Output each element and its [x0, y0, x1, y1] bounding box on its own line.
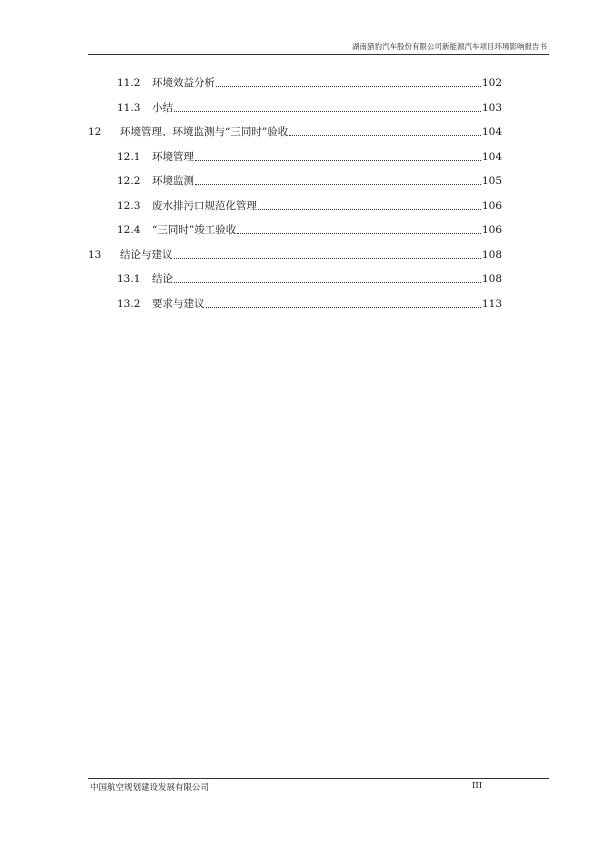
toc-number: 12.1 [117, 151, 141, 163]
toc-number: 13 [88, 249, 102, 261]
toc-entry[interactable] [117, 99, 502, 115]
toc-title: 环境监测 [152, 175, 194, 187]
header-title: 湖南猎豹汽车股份有限公司新能源汽车项目环境影响报告书 [352, 42, 547, 51]
toc-page: 104 [481, 126, 502, 138]
toc-title: 结论 [152, 273, 173, 285]
toc-number: 12.3 [117, 200, 141, 212]
toc-entry[interactable] [117, 172, 502, 188]
toc-leader [195, 180, 481, 185]
toc-page: 108 [481, 249, 502, 261]
toc-number: 12 [88, 126, 102, 138]
toc-leader [216, 82, 481, 87]
toc-leader [195, 156, 481, 161]
toc-page: 105 [481, 175, 502, 187]
toc-page: 102 [481, 77, 502, 89]
toc-entry[interactable] [117, 148, 502, 164]
toc-title: 环境管理 [152, 151, 194, 163]
toc-number: 13.1 [117, 273, 141, 285]
toc-entry[interactable] [117, 221, 502, 237]
toc-entry[interactable] [117, 197, 502, 213]
footer-company: 中国航空规划建设发展有限公司 [90, 783, 210, 793]
toc-title: 废水排污口规范化管理 [152, 200, 257, 212]
toc-title: 环境效益分析 [152, 77, 215, 89]
toc-number: 12.2 [117, 175, 141, 187]
toc-title: 环境管理、环境监测与“三同时”验收 [120, 126, 289, 138]
toc-title: 小结 [152, 102, 173, 114]
toc-page: 113 [481, 298, 502, 310]
toc-title: “三同时”竣工验收 [152, 224, 237, 236]
toc-leader [174, 278, 481, 283]
toc-page: 104 [481, 151, 502, 163]
footer-page-number: III [472, 781, 483, 791]
toc-page: 103 [481, 102, 502, 114]
toc-leader [289, 131, 481, 136]
toc-number: 13.2 [117, 298, 141, 310]
toc-leader [237, 229, 481, 234]
toc-page: 106 [481, 200, 502, 212]
toc-leader [206, 303, 481, 308]
toc-entry[interactable] [117, 270, 502, 286]
toc-entry[interactable] [117, 295, 502, 311]
toc-leader [258, 205, 481, 210]
toc-entry[interactable] [88, 246, 502, 262]
header-divider [88, 54, 549, 55]
toc-leader [174, 254, 481, 259]
toc-page: 106 [481, 224, 502, 236]
toc-entry[interactable] [88, 123, 502, 139]
toc-page: 108 [481, 273, 502, 285]
toc-leader [174, 107, 481, 112]
toc-title: 要求与建议 [152, 298, 205, 310]
toc-number: 11.3 [117, 102, 141, 114]
footer-divider [88, 778, 549, 779]
toc-entry[interactable] [117, 74, 502, 90]
toc-number: 12.4 [117, 224, 141, 236]
toc-title: 结论与建议 [120, 249, 173, 261]
toc-number: 11.2 [117, 77, 141, 89]
